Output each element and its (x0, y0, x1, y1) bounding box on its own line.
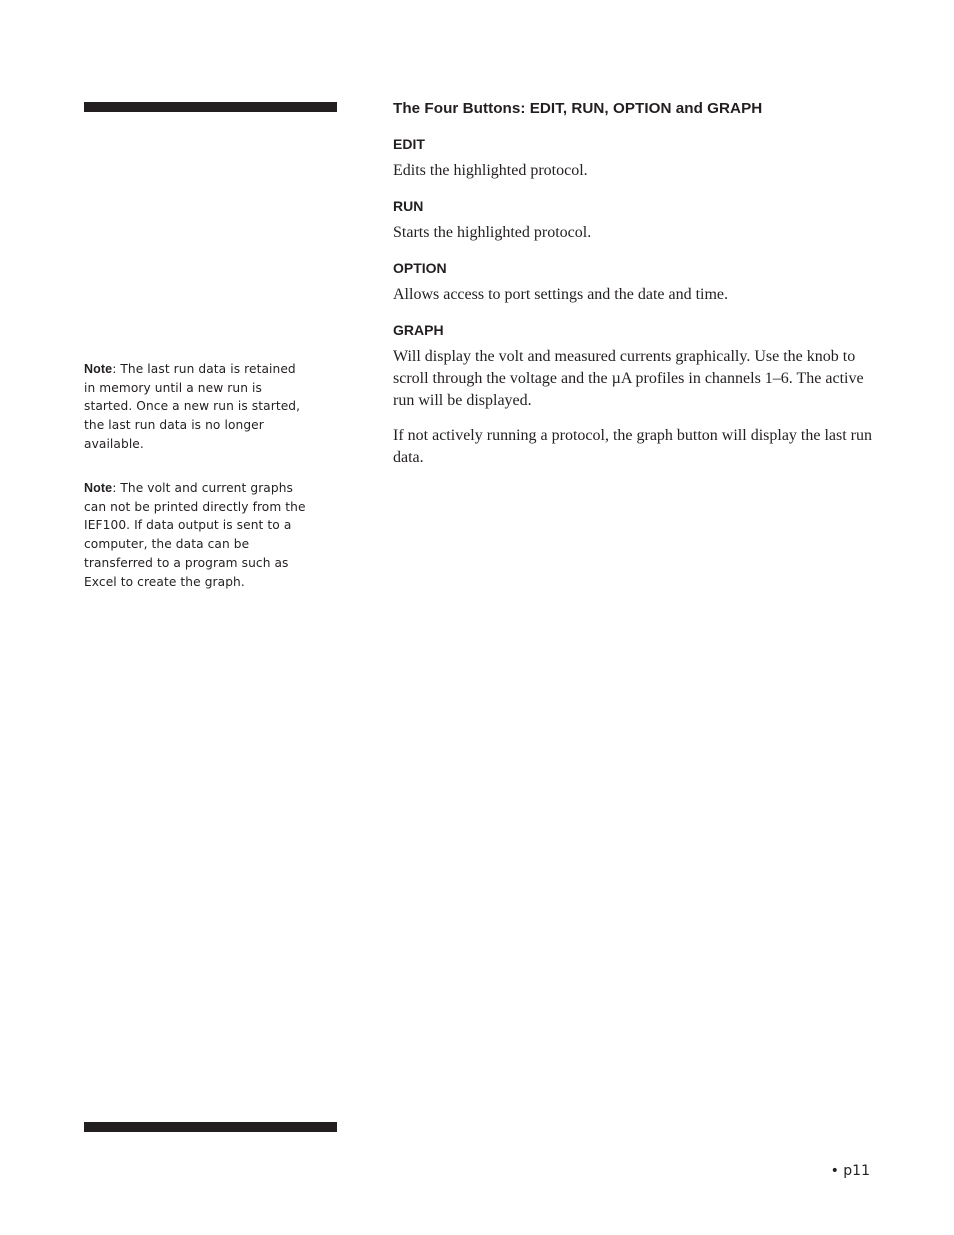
section-edit (393, 134, 873, 182)
section-graph (393, 320, 873, 469)
sidebar-note (84, 479, 306, 591)
page-number: • p11 (830, 1163, 870, 1179)
main-content (393, 98, 873, 482)
section-heading: EDIT (393, 136, 425, 152)
section-run (393, 196, 873, 244)
section-heading: OPTION (393, 260, 447, 276)
note-label: Note (84, 362, 113, 376)
top-divider-rule (84, 102, 337, 112)
note-label: Note (84, 481, 113, 495)
section-paragraph: Edits the highlighted protocol. (393, 162, 588, 179)
section-heading: RUN (393, 198, 424, 214)
section-option (393, 258, 873, 306)
section-paragraph: Allows access to port settings and the date and time. (393, 286, 729, 303)
section-heading: GRAPH (393, 322, 444, 338)
note-text: : The volt and current graphs can not be printed directly from the IEF100. If data output is sent to a computer, the data can be transferred to a program such as Excel to create the graph. (84, 481, 306, 589)
section-paragraph: Will display the volt and measured currents graphically. Use the knob to scroll through the voltage and the µA profiles in channels 1–6. The active run will be displayed. (393, 348, 864, 409)
sidebar-note (84, 360, 306, 454)
section-paragraph: If not actively running a protocol, the graph button will display the last run data. (393, 427, 873, 466)
bottom-divider-rule (84, 1122, 337, 1132)
page-title: The Four Buttons: EDIT, RUN, OPTION and GRAPH (393, 100, 763, 117)
note-text: : The last run data is retained in memory until a new run is started. Once a new run is started, the last run data is no longer available. (84, 362, 301, 451)
section-paragraph: Starts the highlighted protocol. (393, 224, 592, 241)
